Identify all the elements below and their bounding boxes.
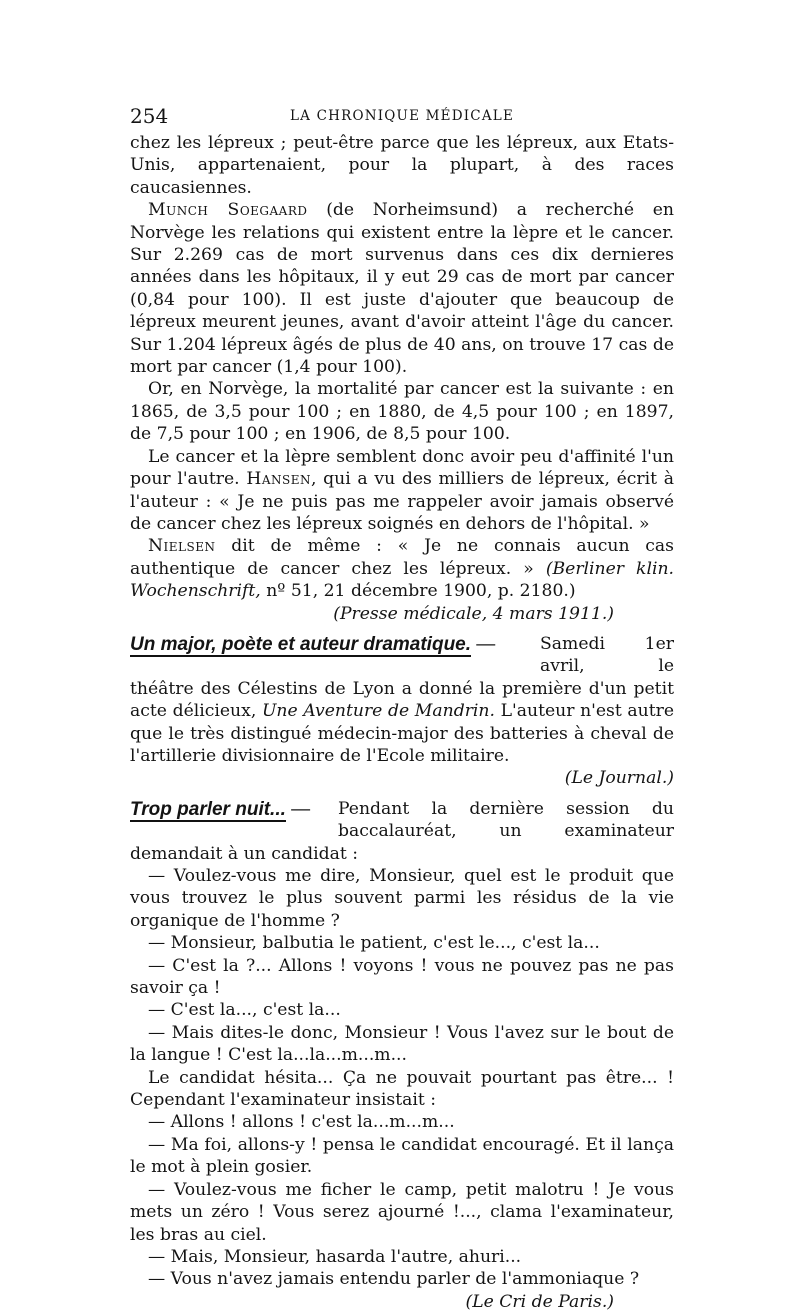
dialogue bbox=[130, 865, 674, 1291]
article2-text-a: Samedi 1er avril, le théâtre des Célestins de Lyon a donné la première d'un petit acte délicieux, bbox=[130, 633, 674, 722]
author-nielsen: Nielsen bbox=[148, 536, 216, 557]
article2-heading bbox=[130, 633, 532, 657]
article2-text-b: L'auteur n'est autre que le très distingué médecin-major des batteries à cheval de l'artillerie divisionnaire de l'Ecole militaire. bbox=[130, 701, 675, 766]
article3-intro: Pendant la dernière session du baccalauréat, un examinateur demandait à un candidat : bbox=[130, 798, 674, 864]
article1-paragraph-2-text: (de Norheimsund) a recherché en Norvège les relations qui existent entre la lèpre et le cancer. Sur 2.269 cas de mort survenus dans ces dix dernieres années dans les hôpitaux, il y eut 29 cas de mort par cancer (0,84 pour 100). Il est juste d'ajouter que beaucoup de lépreux meurent jeunes, avant d'avoir atteint l'âge du cancer. Sur 1.204 lépreux âgés de plus de 40 ans, on trouve 17 cas de mort par cancer (1,4 pour 100). bbox=[130, 200, 674, 378]
running-title: LA CHRONIQUE MÉDICALE bbox=[289, 108, 514, 124]
page-header bbox=[130, 104, 674, 128]
dialogue-line-9: — Voulez-vous me ficher le camp, petit malotru ! Je vous mets un zéro ! Vous serez ajourné !..., clama l'examinateur, les bras au ciel. bbox=[130, 1179, 674, 1245]
author-hansen: Hansen bbox=[246, 469, 311, 490]
dialogue-line-4: — C'est la..., c'est la... bbox=[148, 1000, 341, 1021]
page-number: 254 bbox=[130, 104, 169, 128]
dialogue-line-2: — Monsieur, balbutia le patient, c'est le..., c'est la... bbox=[148, 933, 600, 954]
dialogue-line-7: — Allons ! allons ! c'est la...m...m... bbox=[148, 1112, 455, 1133]
article3-heading bbox=[130, 798, 330, 822]
dialogue-line-6: Le candidat hésita... Ça ne pouvait pourtant pas être... ! Cependant l'examinateur insistait : bbox=[130, 1067, 674, 1111]
article1-paragraph-5-a: dit de même : « Je ne connais aucun cas authentique de cancer chez les lépreux. » bbox=[130, 536, 674, 579]
author-munch-soegaard: Munch Soegaard bbox=[148, 200, 308, 221]
article1-paragraph-1: chez les lépreux ; peut-être parce que les lépreux, aux Etats-Unis, appartenaient, pour la plupart, à des races caucasiennes. bbox=[130, 133, 674, 198]
article1-paragraph-3: Or, en Norvège, la mortalité par cancer est la suivante : en 1865, de 3,5 pour 100 ; en 1880, de 4,5 pour 100 ; en 1897, de 7,5 pour 100 ; en 1906, de 8,5 pour 100. bbox=[130, 379, 674, 445]
article2-source: (Le Journal.) bbox=[564, 768, 674, 789]
dialogue-line-1: — Voulez-vous me dire, Monsieur, quel est le produit que vous trouvez le plus souvent parmi les résidus de la vie organique de l'homme ? bbox=[130, 866, 674, 931]
article1-paragraph-5-b: nº 51, 21 décembre 1900, p. 2180.) bbox=[260, 581, 576, 602]
dialogue-line-3: — C'est la ?... Allons ! voyons ! vous ne pouvez pas ne pas savoir ça ! bbox=[130, 955, 674, 999]
dialogue-line-10: — Mais, Monsieur, hasarda l'autre, ahuri... bbox=[148, 1246, 522, 1267]
article1-source: (Presse médicale, 4 mars 1911.) bbox=[333, 603, 614, 624]
article3-title: Trop parler nuit... bbox=[130, 798, 286, 820]
article3-source: (Le Cri de Paris.) bbox=[465, 1291, 614, 1312]
article1-paragraph-5 bbox=[130, 535, 674, 602]
article3-dash: — bbox=[285, 798, 311, 820]
dialogue-line-5: — Mais dites-le donc, Monsieur ! Vous l'avez sur le bout de la langue ! C'est la...la...m...m... bbox=[130, 1022, 674, 1066]
article1-paragraph-4-a: Le cancer et la lèpre semblent donc avoir peu d'affinité l'un pour l'autre. bbox=[130, 446, 674, 490]
reference-berliner: (Berliner klin. Wochenschrift, bbox=[130, 558, 674, 602]
article1-paragraph-4 bbox=[130, 446, 674, 536]
article2-title: Un major, poète et auteur dramatique. bbox=[130, 633, 472, 655]
article2-dash: — bbox=[471, 633, 496, 655]
article2-work-title: Une Aventure de Mandrin. bbox=[261, 701, 495, 722]
dialogue-line-11: — Vous n'avez jamais entendu parler de l'ammoniaque ? bbox=[148, 1269, 640, 1290]
article1-paragraph-4-b: , qui a vu des milliers de lépreux, écrit à l'auteur : « Je ne puis pas me rappeler avoir jamais observé de cancer chez les lépreux soignés en dehors de l'hôpital. » bbox=[130, 469, 674, 534]
page-body bbox=[130, 132, 674, 1313]
dialogue-line-8: — Ma foi, allons-y ! pensa le candidat encouragé. Et il lança le mot à plein gosier. bbox=[130, 1134, 674, 1178]
article1-paragraph-2 bbox=[130, 199, 674, 378]
